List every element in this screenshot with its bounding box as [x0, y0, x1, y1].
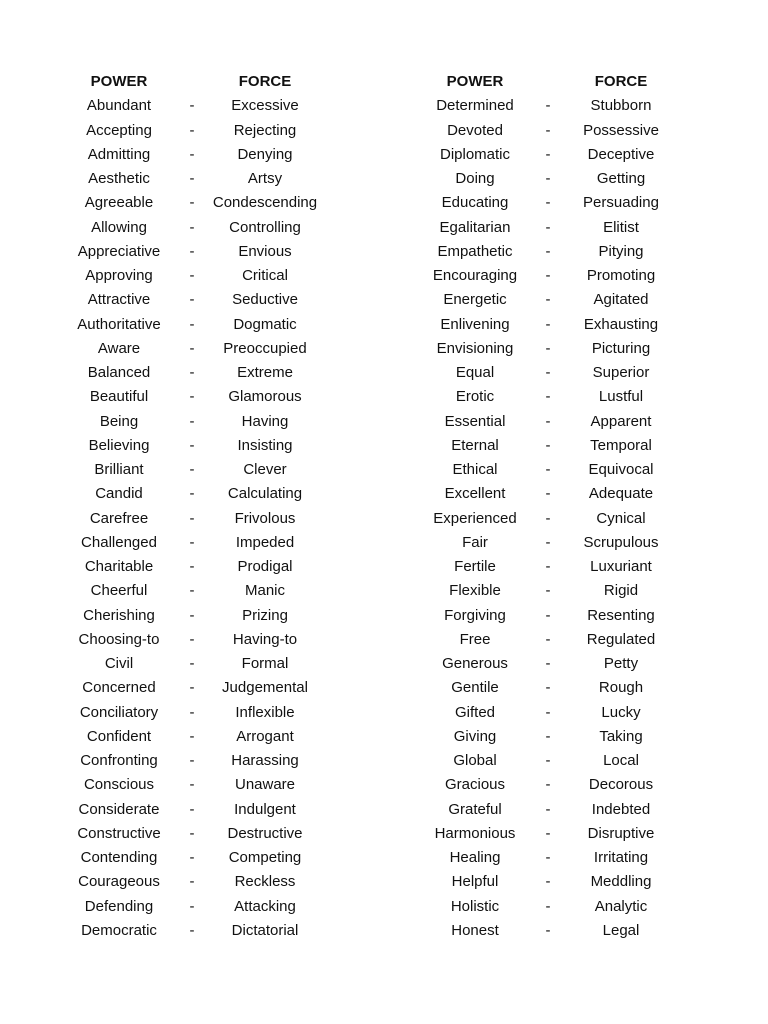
separator-dash: -: [189, 388, 195, 406]
table-row: [58, 361, 326, 385]
separator-dash: -: [189, 218, 195, 236]
power-word: Candid: [95, 485, 143, 503]
force-word: Cynical: [596, 509, 646, 527]
power-word: Considerate: [78, 800, 160, 818]
separator-dash: -: [545, 242, 551, 260]
table-row: [58, 216, 326, 240]
table-row: [414, 555, 682, 579]
separator-dash: -: [189, 242, 195, 260]
separator-dash: -: [189, 315, 195, 333]
power-word: Democratic: [81, 921, 157, 939]
table-row: [414, 288, 682, 312]
table-row: [58, 458, 326, 482]
right-header-row: [414, 70, 682, 94]
separator-dash: -: [545, 558, 551, 575]
force-word: Rough: [598, 679, 644, 697]
force-word: Judgemental: [222, 679, 308, 697]
separator-dash: -: [189, 873, 195, 891]
table-row: [58, 410, 326, 434]
force-word: Formal: [241, 655, 289, 672]
force-word: Agitated: [593, 291, 649, 309]
table-row: [414, 725, 682, 749]
power-word: Egalitarian: [439, 218, 511, 236]
force-word: Lustful: [598, 388, 644, 406]
separator-dash: -: [545, 703, 551, 721]
power-word: Honest: [451, 921, 499, 939]
separator-dash: -: [545, 267, 551, 284]
force-word: Equivocal: [588, 461, 654, 478]
power-word: Holistic: [450, 897, 500, 915]
table-row: [58, 264, 326, 288]
separator-dash: -: [189, 412, 195, 430]
force-word: Analytic: [594, 897, 648, 915]
power-word: Civil: [104, 655, 134, 672]
power-word: Gentile: [451, 679, 499, 697]
separator-dash: -: [189, 339, 195, 357]
force-word: Dictatorial: [231, 921, 299, 939]
power-word: Conciliatory: [79, 703, 159, 721]
power-word: Experienced: [433, 509, 517, 527]
power-word: Appreciative: [77, 242, 161, 260]
force-word: Preoccupied: [223, 339, 307, 357]
separator-dash: -: [545, 921, 551, 939]
separator-dash: -: [189, 170, 195, 187]
left-header-spacer: [180, 70, 204, 94]
power-word: Essential: [444, 412, 506, 430]
separator-dash: -: [545, 800, 551, 818]
right-header-power: POWER: [446, 73, 504, 90]
force-word: Dogmatic: [233, 315, 297, 333]
table-row: [58, 579, 326, 603]
table-row: [414, 676, 682, 700]
separator-dash: -: [189, 849, 195, 866]
force-word: Promoting: [586, 267, 656, 284]
force-word: Unaware: [234, 776, 296, 794]
separator-dash: -: [189, 800, 195, 818]
separator-dash: -: [189, 509, 195, 527]
separator-dash: -: [545, 436, 551, 454]
separator-dash: -: [545, 776, 551, 794]
separator-dash: -: [189, 461, 195, 478]
power-word: Empathetic: [437, 242, 513, 260]
force-word: Stubborn: [590, 97, 652, 115]
power-word: Excellent: [444, 485, 506, 503]
power-word: Cheerful: [90, 582, 148, 600]
force-word: Adequate: [588, 485, 654, 503]
table-row: [414, 410, 682, 434]
force-word: Destructive: [227, 824, 303, 842]
table-row: [58, 604, 326, 628]
table-row: [414, 798, 682, 822]
separator-dash: -: [189, 145, 195, 163]
power-word: Admitting: [87, 145, 151, 163]
table-row: [414, 507, 682, 531]
separator-dash: -: [545, 873, 551, 891]
table-row: [414, 822, 682, 846]
separator-dash: -: [189, 558, 195, 575]
force-word: Condescending: [212, 194, 318, 212]
power-word: Cherishing: [83, 606, 155, 624]
force-word: Luxuriant: [590, 558, 652, 575]
separator-dash: -: [189, 897, 195, 915]
table-row: [58, 482, 326, 506]
separator-dash: -: [545, 727, 551, 745]
force-word: Controlling: [229, 218, 301, 236]
table-row: [414, 216, 682, 240]
force-word: Indulgent: [234, 800, 296, 818]
power-word: Erotic: [455, 388, 495, 406]
table-row: [414, 385, 682, 409]
separator-dash: -: [189, 485, 195, 503]
power-word: Energetic: [443, 291, 507, 309]
separator-dash: -: [545, 485, 551, 503]
table-row: [414, 337, 682, 361]
power-word: Concerned: [82, 679, 156, 697]
power-word: Forgiving: [444, 606, 506, 624]
right-header-spacer: [536, 70, 560, 94]
force-word: Indebted: [591, 800, 651, 818]
separator-dash: -: [189, 655, 195, 672]
force-word: Decorous: [588, 776, 654, 794]
force-word: Denying: [237, 145, 293, 163]
separator-dash: -: [189, 364, 195, 381]
force-word: Attacking: [234, 897, 296, 915]
separator-dash: -: [545, 824, 551, 842]
power-word: Educating: [441, 194, 509, 212]
table-row: [414, 846, 682, 870]
force-word: Deceptive: [587, 145, 655, 163]
separator-dash: -: [545, 630, 551, 648]
power-word: Constructive: [77, 824, 161, 842]
force-word: Resenting: [587, 606, 655, 624]
power-word: Defending: [84, 897, 154, 915]
separator-dash: -: [545, 97, 551, 115]
force-word: Scrupulous: [583, 533, 659, 551]
power-word: Devoted: [447, 121, 503, 139]
power-word: Giving: [453, 727, 497, 745]
power-word: Charitable: [84, 558, 154, 575]
table-row: [414, 167, 682, 191]
separator-dash: -: [545, 412, 551, 430]
separator-dash: -: [545, 315, 551, 333]
force-word: Pitying: [598, 242, 644, 260]
power-word: Helpful: [451, 873, 499, 891]
table-row: [58, 628, 326, 652]
power-word: Abundant: [86, 97, 152, 115]
force-word: Excessive: [231, 97, 299, 115]
table-row: [58, 507, 326, 531]
power-word: Aware: [97, 339, 141, 357]
force-word: Apparent: [590, 412, 652, 430]
separator-dash: -: [545, 291, 551, 309]
table-row: [58, 240, 326, 264]
table-row: [414, 531, 682, 555]
table-row: [58, 119, 326, 143]
table-row: [414, 773, 682, 797]
power-word: Harmonious: [434, 824, 516, 842]
table-row: [414, 240, 682, 264]
power-word: Balanced: [87, 364, 151, 381]
separator-dash: -: [545, 121, 551, 139]
power-word: Fair: [462, 533, 488, 551]
table-row: [58, 385, 326, 409]
force-word: Clever: [243, 461, 287, 478]
separator-dash: -: [189, 121, 195, 139]
force-word: Harassing: [231, 752, 299, 769]
force-word: Rigid: [603, 582, 639, 600]
separator-dash: -: [545, 364, 551, 381]
separator-dash: -: [189, 533, 195, 551]
table-row: [58, 434, 326, 458]
table-row: [58, 725, 326, 749]
force-word: Prizing: [242, 606, 288, 624]
table-row: [58, 701, 326, 725]
force-word: Competing: [228, 849, 302, 866]
separator-dash: -: [189, 727, 195, 745]
power-word: Confronting: [80, 752, 158, 769]
separator-dash: -: [189, 267, 195, 284]
force-word: Picturing: [591, 339, 651, 357]
separator-dash: -: [545, 752, 551, 769]
separator-dash: -: [545, 461, 551, 478]
separator-dash: -: [545, 582, 551, 600]
force-word: Having-to: [232, 630, 298, 648]
power-word: Contending: [80, 849, 158, 866]
power-word: Determined: [436, 97, 514, 115]
separator-dash: -: [189, 291, 195, 309]
force-word: Artsy: [247, 170, 283, 187]
separator-dash: -: [189, 194, 195, 212]
left-rows: [58, 94, 326, 943]
force-word: Manic: [244, 582, 285, 600]
separator-dash: -: [545, 533, 551, 551]
force-word: Lucky: [601, 703, 641, 721]
power-word: Free: [459, 630, 491, 648]
force-word: Local: [603, 752, 639, 769]
power-word: Beautiful: [89, 388, 149, 406]
force-word: Glamorous: [228, 388, 302, 406]
power-word: Attractive: [87, 291, 151, 309]
table-row: [58, 870, 326, 894]
force-word: Getting: [596, 170, 646, 187]
separator-dash: -: [545, 606, 551, 624]
power-word: Confident: [86, 727, 152, 745]
power-word: Carefree: [89, 509, 149, 527]
table-row: [414, 895, 682, 919]
power-word: Courageous: [78, 873, 160, 891]
force-word: Meddling: [590, 873, 652, 891]
separator-dash: -: [189, 436, 195, 454]
left-power-force-table: [58, 70, 326, 943]
force-word: Impeded: [235, 533, 295, 551]
right-word-list: [414, 70, 682, 943]
power-word: Enlivening: [440, 315, 510, 333]
left-word-list: [58, 70, 326, 943]
table-row: [414, 870, 682, 894]
separator-dash: -: [545, 849, 551, 866]
table-row: [414, 749, 682, 773]
right-rows: [414, 94, 682, 943]
force-word: Temporal: [590, 436, 652, 454]
force-word: Disruptive: [587, 824, 655, 842]
power-word: Aesthetic: [88, 170, 150, 187]
table-row: [58, 94, 326, 118]
table-row: [58, 531, 326, 555]
table-row: [414, 361, 682, 385]
force-word: Frivolous: [234, 509, 296, 527]
separator-dash: -: [189, 824, 195, 842]
separator-dash: -: [189, 630, 195, 648]
table-row: [414, 482, 682, 506]
power-word: Gracious: [444, 776, 506, 794]
table-row: [58, 846, 326, 870]
table-row: [414, 313, 682, 337]
table-row: [414, 579, 682, 603]
table-row: [58, 895, 326, 919]
table-row: [58, 143, 326, 167]
power-word: Fertile: [454, 558, 496, 575]
table-row: [58, 798, 326, 822]
power-word: Generous: [442, 655, 508, 672]
separator-dash: -: [545, 509, 551, 527]
power-word: Believing: [88, 436, 150, 454]
power-word: Diplomatic: [439, 145, 511, 163]
force-word: Prodigal: [237, 558, 293, 575]
table-row: [414, 604, 682, 628]
left-header-force: FORCE: [238, 73, 292, 90]
force-word: Extreme: [237, 364, 293, 381]
power-word: Healing: [449, 849, 501, 866]
power-word: Approving: [85, 267, 153, 284]
right-header-force: FORCE: [594, 73, 648, 90]
power-word: Accepting: [86, 121, 152, 139]
force-word: Seductive: [232, 291, 298, 309]
separator-dash: -: [545, 655, 551, 672]
table-row: [58, 749, 326, 773]
table-row: [58, 191, 326, 215]
force-word: Arrogant: [236, 727, 294, 745]
table-row: [58, 337, 326, 361]
force-word: Envious: [238, 242, 292, 260]
power-word: Choosing-to: [78, 630, 160, 648]
power-word: Conscious: [83, 776, 155, 794]
force-word: Having: [241, 412, 289, 430]
table-row: [414, 628, 682, 652]
power-word: Gifted: [454, 703, 496, 721]
table-row: [414, 652, 682, 676]
separator-dash: -: [189, 606, 195, 624]
table-row: [414, 191, 682, 215]
separator-dash: -: [545, 679, 551, 697]
table-row: [58, 555, 326, 579]
separator-dash: -: [545, 170, 551, 187]
table-row: [414, 919, 682, 943]
separator-dash: -: [545, 194, 551, 212]
power-word: Brilliant: [94, 461, 144, 478]
right-power-force-table: [414, 70, 682, 943]
separator-dash: -: [189, 679, 195, 697]
left-header-row: [58, 70, 326, 94]
table-row: [414, 434, 682, 458]
table-row: [414, 701, 682, 725]
force-word: Inflexible: [235, 703, 295, 721]
power-word: Ethical: [452, 461, 498, 478]
power-word: Equal: [455, 364, 495, 381]
force-word: Legal: [602, 921, 640, 939]
separator-dash: -: [545, 388, 551, 406]
table-row: [414, 119, 682, 143]
power-word: Flexible: [449, 582, 501, 600]
power-word: Allowing: [91, 218, 147, 236]
table-row: [414, 143, 682, 167]
separator-dash: -: [545, 218, 551, 236]
table-row: [58, 676, 326, 700]
force-word: Exhausting: [583, 315, 659, 333]
separator-dash: -: [189, 752, 195, 769]
table-row: [58, 313, 326, 337]
force-word: Taking: [599, 727, 643, 745]
separator-dash: -: [189, 921, 195, 939]
power-word: Envisioning: [436, 339, 514, 357]
table-row: [58, 288, 326, 312]
power-word: Challenged: [81, 533, 157, 551]
left-header-power: POWER: [90, 73, 148, 90]
table-row: [414, 458, 682, 482]
power-word: Agreeable: [84, 194, 154, 212]
force-word: Insisting: [237, 436, 293, 454]
force-word: Possessive: [583, 121, 659, 139]
power-word: Being: [99, 412, 139, 430]
table-row: [414, 94, 682, 118]
separator-dash: -: [189, 776, 195, 794]
force-word: Regulated: [586, 630, 656, 648]
force-word: Elitist: [603, 218, 639, 236]
separator-dash: -: [545, 339, 551, 357]
separator-dash: -: [545, 145, 551, 163]
power-word: Eternal: [451, 436, 499, 454]
force-word: Critical: [242, 267, 288, 284]
power-word: Encouraging: [432, 267, 518, 284]
force-word: Petty: [603, 655, 639, 672]
separator-dash: -: [189, 703, 195, 721]
force-word: Rejecting: [233, 121, 297, 139]
separator-dash: -: [189, 582, 195, 600]
force-word: Persuading: [583, 194, 659, 212]
power-word: Grateful: [448, 800, 502, 818]
table-row: [414, 264, 682, 288]
separator-dash: -: [545, 897, 551, 915]
force-word: Reckless: [234, 873, 296, 891]
table-row: [58, 822, 326, 846]
force-word: Superior: [592, 364, 650, 381]
table-row: [58, 773, 326, 797]
table-row: [58, 652, 326, 676]
power-word: Global: [453, 752, 497, 769]
separator-dash: -: [189, 97, 195, 115]
power-word: Doing: [455, 170, 495, 187]
force-word: Irritating: [593, 849, 649, 866]
table-row: [58, 919, 326, 943]
force-word: Calculating: [227, 485, 303, 503]
power-word: Authoritative: [77, 315, 161, 333]
table-row: [58, 167, 326, 191]
